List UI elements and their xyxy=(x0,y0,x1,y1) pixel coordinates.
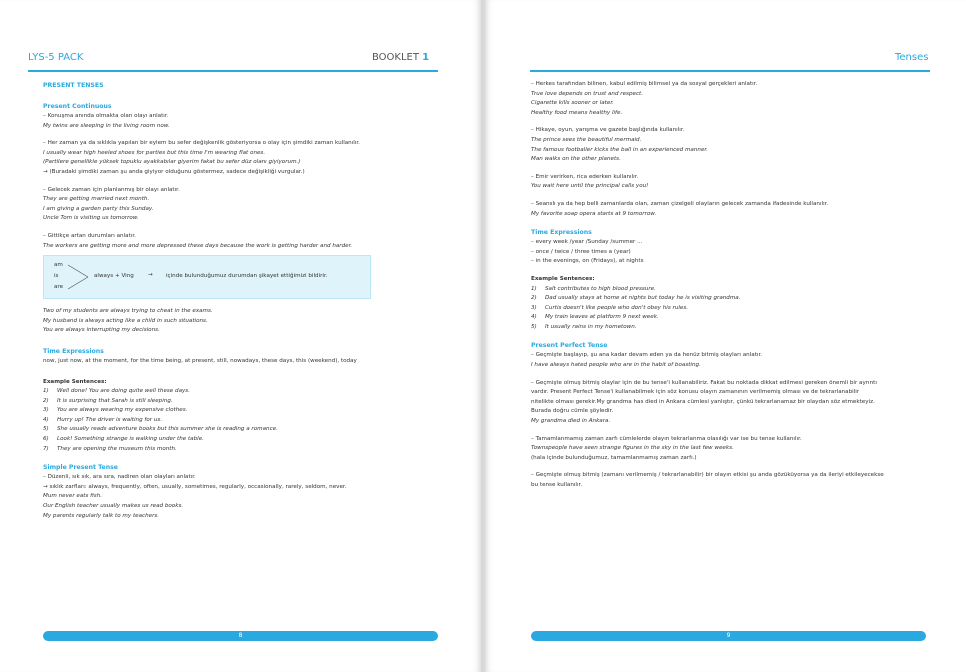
list-item: 6) Look! Something strange is walking under the table. xyxy=(43,436,204,443)
header-rule xyxy=(530,70,930,72)
always-example-1: My husband is always acting like a child in such situations. xyxy=(43,317,208,324)
box-meaning: içinde bulunduğumuz durumdan şikayet ettiğimizi bildirir. xyxy=(166,273,328,280)
right-example-title: Example Sentences: xyxy=(531,275,595,282)
left-page xyxy=(0,0,481,672)
pc-line-11: The workers are getting more and more depressed these days because the work is getting harder and harder. xyxy=(43,242,353,249)
pp-line-7: – Tamamlanmamış zaman zarfı cümlelerde olayın tekrarlanma olasılığı var ise bu tense kullanılır. xyxy=(531,435,802,442)
pc-line-1: My twins are sleeping in the living room now. xyxy=(43,122,170,129)
sp-line-3: Our English teacher usually makes us read books. xyxy=(43,503,184,510)
page-number-bar: 8 xyxy=(43,631,438,641)
pp-line-6: My grandma died in Ankara. xyxy=(531,418,611,425)
box-is: is xyxy=(54,273,59,280)
su-line-9: You wait here until the principal calls you! xyxy=(531,183,649,190)
pack-title: LYS-5 PACK xyxy=(28,52,84,63)
su-line-3: Healthy food means healthy life. xyxy=(531,109,623,116)
tenses-title: Tenses xyxy=(895,52,929,63)
pp-line-0: – Geçmişte başlayıp, şu ana kadar devam eden ya da henüz bitmiş olayları anlatır. xyxy=(531,352,763,359)
pc-line-5: → (Buradaki şimdiki zaman şu anda giyiyor olduğunu göstermez, sadece değişikliği vurgular.) xyxy=(43,168,305,175)
booklet-label xyxy=(372,52,429,68)
su-line-6: The famous footballer kicks the ball in an experienced manner. xyxy=(531,146,708,153)
box-are: are xyxy=(54,284,64,291)
page-number-bar: 9 xyxy=(531,631,926,641)
pp-line-11: bu tense kullanılır. xyxy=(531,482,583,488)
pc-line-9: Uncle Tom is visiting us tomorrow. xyxy=(43,215,139,222)
always-formula-box xyxy=(43,255,371,299)
pc-line-4: (Partilere genellikle yüksek topuklu ayakkabılar giyerim fakat bu sefer düz olanı giyiyorum.) xyxy=(43,159,301,166)
box-arrow: → xyxy=(148,272,153,279)
pp-line-4: nitelikte olması gerekir.My grandma has died in Ankara cümlesi yanlıştır, çünkü tekrarlanamaz bir olaydan söz etmekteyiz. xyxy=(531,398,875,405)
list-item: 2) Dad usually stays at home at nights but today he is visiting grandma. xyxy=(531,295,741,302)
pp-line-2: – Geçmişte olmuş bitmiş olaylar için de bu tense'i kullanabiliriz. Fakat bu noktada dikkat edilmesi gereken önemli bir ayrıntı xyxy=(531,379,877,386)
pc-line-7: They are getting married next month. xyxy=(43,196,150,203)
pp-line-5: Burada doğru cümle şöyledir. xyxy=(531,408,614,415)
su-line-7: Man walks on the other planets. xyxy=(531,156,621,163)
right-content xyxy=(531,80,941,491)
present-continuous-title: Present Continuous xyxy=(43,103,112,110)
pp-line-8: Townspeople have seen strange figures in the sky in the last few weeks. xyxy=(531,445,734,452)
booklet-word: BOOKLET xyxy=(372,52,419,63)
su-line-0: – Herkes tarafından bilinen, kabul edilmiş bilimsel ya da sosyal gerçekleri anlatır. xyxy=(531,81,758,87)
time-expressions-text: now, just now, at the moment, for the time being, at present, still, nowadays, these days, this (weekend), today xyxy=(43,357,357,364)
te-line-0: – every week /year /Sunday /summer ... xyxy=(531,239,643,246)
su-line-4: – Hikaye, oyun, yarışma ve gazete başlığında kullanılır. xyxy=(531,127,685,134)
right-page xyxy=(485,0,966,672)
list-item: 4) My train leaves at platform 9 next week. xyxy=(531,314,659,321)
left-content xyxy=(43,80,443,521)
right-time-expressions-title: Time Expressions xyxy=(531,229,592,237)
present-perfect-title: Present Perfect Tense xyxy=(531,342,608,350)
box-am: am xyxy=(54,262,63,269)
list-item: 1) Well done! You are doing quite well these days. xyxy=(43,388,190,395)
example-list xyxy=(43,387,443,454)
list-item: 5) She usually reads adventure books but this summer she is reading a romance. xyxy=(43,426,278,433)
te-line-2: – in the evenings, on (Fridays), at nights xyxy=(531,258,644,265)
time-expressions-title: Time Expressions xyxy=(43,347,104,355)
te-line-1: – once / twice / three times a (year) xyxy=(531,248,631,255)
list-item: 3) Curtis doesn't like people who don't obey his rules. xyxy=(531,304,689,311)
sp-line-4: My parents regularly talk to my teachers. xyxy=(43,512,160,519)
pp-line-3: vardır. Present Perfect Tense'i kullanabilmek için söz konusu olayın zamanının verilmemiş olması ve de tekrarlanabilir xyxy=(531,389,860,396)
pp-line-9: (hala içinde bulunduğumuz, tamamlanmamış zaman zarfı.) xyxy=(531,454,697,461)
sp-line-2: Mum never eats fish. xyxy=(43,493,103,500)
sp-line-0: – Düzenli, sık sık, ara sıra, nadiren olan olayları anlatır. xyxy=(43,474,196,481)
section-title: PRESENT TENSES xyxy=(43,82,104,89)
always-example-0: Two of my students are always trying to cheat in the exams. xyxy=(43,308,213,315)
list-item: 1) Salt contributes to high blood pressure. xyxy=(531,285,656,292)
booklet-number: 1 xyxy=(422,52,430,63)
sp-line-1: → sıklık zarfları: always, frequently, often, usually, sometimes, regularly, occasionally, rarely, seldom, never. xyxy=(43,483,347,490)
right-example-list xyxy=(531,285,941,333)
pp-line-1: I have always hated people who are in the habit of boasting. xyxy=(531,362,701,369)
example-sentences-title: Example Sentences: xyxy=(43,378,107,385)
list-item: 4) Hurry up! The driver is waiting for us. xyxy=(43,416,163,423)
bracket-arrow-icon xyxy=(66,262,92,292)
su-line-10: – Seanslı ya da hep belli zamanlarda olan, zaman çizelgeli olayların gelecek zamanda ifadesinde kullanılır. xyxy=(531,200,829,207)
list-item: 7) They are opening the museum this month. xyxy=(43,445,177,452)
header-rule xyxy=(28,70,438,72)
su-line-8: – Emir verirken, rica ederken kullanılır. xyxy=(531,173,639,180)
box-formula: always + Ving xyxy=(94,273,134,280)
list-item: 2) It is surprising that Sarah is still sleeping. xyxy=(43,397,173,404)
always-example-2: You are always interrupting my decisions. xyxy=(43,327,160,334)
su-line-2: Cigarette kills sooner or later. xyxy=(531,100,614,107)
pp-line-10: – Geçmişte olmuş bitmiş (zamanı verilmemiş / tekrarlanabilir) bir olayın etkisi şu anda gözüküyorsa ya da ileriyi etkileyecekse xyxy=(531,472,884,479)
pc-line-0: – Konuşma anında olmakta olan olayı anlatır. xyxy=(43,113,169,119)
pc-line-10: – Gittikçe artan durumları anlatır. xyxy=(43,232,136,239)
pc-line-2: – Her zaman ya da sıklıkla yapılan bir eylem bu sefer değişkenlik gösteriyorsa o olay için şimdiki zaman kullanılır. xyxy=(43,140,360,147)
pc-line-6: – Gelecek zaman için planlanmış bir olayı anlatır. xyxy=(43,186,180,193)
su-line-11: My favorite soap opera starts at 9 tomorrow. xyxy=(531,210,657,217)
list-item: 3) You are always wearing my expensive clothes. xyxy=(43,407,188,414)
su-line-1: True love depends on trust and respect. xyxy=(531,90,643,97)
pc-line-8: I am giving a garden party this Sunday. xyxy=(43,205,154,212)
su-line-5: The prince sees the beautiful mermaid. xyxy=(531,136,642,143)
list-item: 5) It usually rains in my hometown. xyxy=(531,323,637,330)
pc-line-3: I usually wear high heeled shoes for parties but this time I'm wearing flat ones. xyxy=(43,149,266,156)
simple-present-title: Simple Present Tense xyxy=(43,464,118,472)
